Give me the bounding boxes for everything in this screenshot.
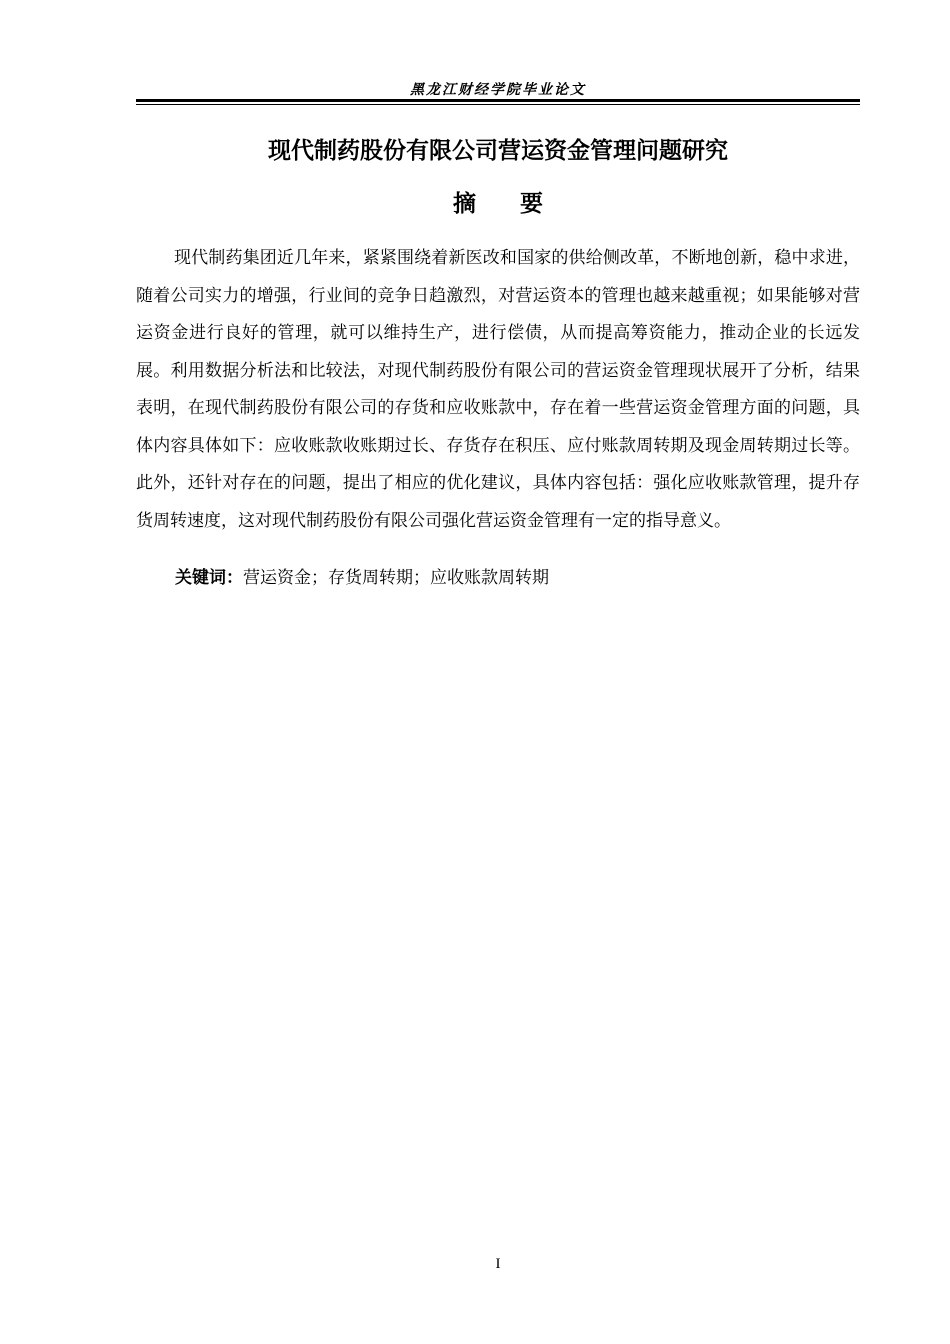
document-title: 现代制药股份有限公司营运资金管理问题研究 [268, 138, 728, 164]
page-header: 黑龙江财经学院毕业论文 [410, 82, 586, 98]
keywords-line [175, 561, 860, 595]
header-rule-thin [136, 104, 860, 105]
keywords-label: 关键词： [175, 568, 243, 588]
keywords-value: 营运资金；存货周转期；应收账款周转期 [243, 568, 549, 588]
header-rule-thick [136, 99, 860, 102]
abstract-heading: 摘要 [453, 191, 587, 217]
page-number: I [495, 1256, 501, 1272]
abstract-body: 现代制药集团近几年来，紧紧围绕着新医改和国家的供给侧改革，不断地创新，稳中求进，随着公司实力的增强，行业间的竞争日趋激烈，对营运资本的管理也越来越重视；如果能够对营运资金进行良好的管理，就可以维持生产，进行偿债，从而提高筹资能力，推动企业的长远发展。利用数据分析法和比较法，对现代制药股份有限公司的营运资金管理现状展开了分析，结果表明，在现代制药股份有限公司的存货和应收账款中，存在着一些营运资金管理方面的问题，具体内容具体如下：应收账款收账期过长、存货存在积压、应付账款周转期及现金周转期过长等。此外，还针对存在的问题，提出了相应的优化建议，具体内容包括：强化应收账款管理，提升存货周转速度，这对现代制药股份有限公司强化营运资金管理有一定的指导意义。 [136, 248, 860, 531]
